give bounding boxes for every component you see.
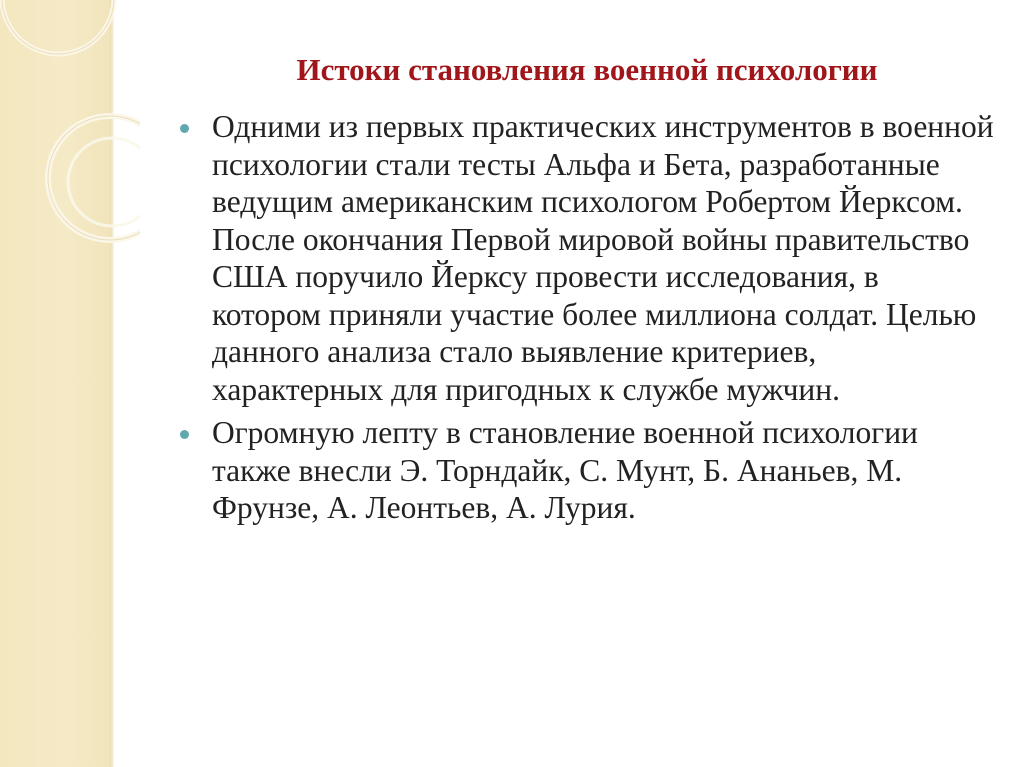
bullet-text: Огромную лепту в становление военной психологии также внесли Э. Торндайк, С. Мунт, Б. Ананьев, М. Фрунзе, А. Леонтьев, А. Лурия. [212,415,918,525]
bullet-dot-icon [180,124,189,133]
bullet-text: Одними из первых практических инструментов в военной психологии стали тесты Альфа и Бета, разработанные ведущим американским психологом Робертом Йерксом. После окончания Первой мировой войны правительство США поручило Йерксу провести исследования, в котором приняли участие более миллиона солдат. Целью данного анализа стало выявление критериев, характерных для пригодных к службе мужчин. [212,109,994,407]
decorative-rings-icon [0,0,140,260]
bullet-dot-icon [180,430,189,439]
slide-title: Истоки становления военной психологии [296,52,878,87]
bullet-item [180,414,995,527]
bullet-item [180,108,995,408]
bullet-list [180,108,995,533]
